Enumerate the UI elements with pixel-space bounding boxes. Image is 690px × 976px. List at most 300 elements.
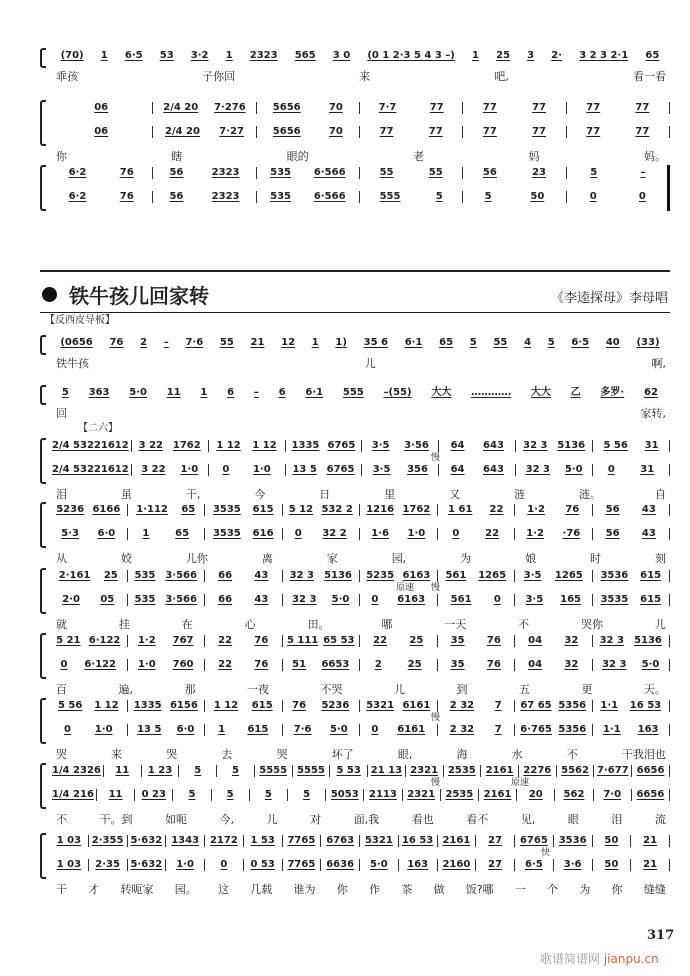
note-group: 5·0	[370, 859, 388, 870]
measure	[286, 440, 363, 452]
note-group: 615	[251, 700, 273, 711]
note-group: 56	[605, 504, 620, 515]
note-group: 32 3	[289, 570, 314, 581]
measure	[250, 789, 288, 801]
lyric: 个	[547, 883, 559, 896]
note-group: 23	[532, 167, 546, 178]
note-group: 1612	[100, 464, 129, 475]
note-group: 3·5	[523, 570, 542, 581]
staff-top	[50, 504, 670, 516]
measure	[439, 464, 516, 476]
measure	[441, 789, 479, 801]
measure	[321, 859, 360, 871]
measure	[593, 464, 670, 476]
note-group: 7·6	[293, 724, 312, 735]
note-group: 555	[379, 191, 401, 202]
measure	[439, 440, 516, 452]
note-group: 1	[311, 337, 319, 348]
measure	[50, 659, 128, 671]
note-group: 22	[485, 528, 500, 539]
staff-bottom	[50, 528, 670, 540]
note-group: 6763	[326, 835, 355, 846]
measure	[283, 528, 361, 540]
measure	[463, 191, 566, 203]
note-group: 5	[231, 765, 239, 776]
note-group: 363	[88, 387, 110, 398]
note-group: 25	[496, 50, 511, 61]
measure	[360, 167, 463, 179]
lyric: 眼的	[286, 150, 309, 163]
measure	[50, 635, 128, 647]
measure	[153, 126, 256, 138]
measure	[179, 765, 217, 777]
measure	[463, 167, 566, 179]
note-group: 1 12	[94, 700, 119, 711]
note-group: 1·6	[371, 528, 389, 539]
note-group: 615	[640, 594, 662, 605]
measure	[631, 859, 670, 871]
note-group: 56	[605, 528, 620, 539]
note-group: 5236	[321, 700, 350, 711]
note-group: 5·632	[130, 835, 163, 846]
measure	[360, 635, 438, 647]
note-group: (0656	[60, 337, 93, 348]
measure	[360, 126, 463, 138]
lyric: 挂	[118, 618, 130, 631]
measure	[360, 504, 438, 516]
measure	[288, 789, 326, 801]
note-group: 6·122	[88, 635, 121, 646]
note-group: 5·0	[330, 724, 348, 735]
lyric: 吧,	[494, 70, 509, 83]
measure	[166, 859, 205, 871]
note-group: 大大	[530, 387, 551, 398]
note-group: 163	[407, 859, 429, 870]
note-group: 1·0	[407, 528, 426, 539]
note-group: 25	[103, 570, 118, 581]
note-group: 2161	[483, 789, 512, 800]
lyric: 自	[654, 488, 666, 501]
staff-top	[50, 337, 670, 349]
note-group: 04	[528, 635, 543, 646]
measure	[517, 789, 555, 801]
measure	[283, 859, 322, 871]
note-group: 22	[218, 659, 233, 670]
lyric: 坏了	[331, 748, 354, 761]
measure	[128, 504, 206, 516]
note-group: (33)	[636, 337, 660, 348]
note-group: 12	[281, 337, 296, 348]
note-group: 5356	[558, 700, 587, 711]
lyric: 饭?哪	[465, 883, 494, 896]
note-group: 76	[486, 635, 501, 646]
lyric: 干我泪也	[621, 748, 666, 761]
note-group: –(55)	[383, 387, 412, 398]
note-group: 562	[563, 789, 585, 800]
note-group: 6·566	[313, 167, 346, 178]
note-group: 77	[586, 102, 601, 113]
note-group: 5321	[366, 700, 395, 711]
note-group: 1343	[171, 835, 200, 846]
note-group: 43	[641, 504, 656, 515]
measure	[153, 167, 256, 179]
note-group: 3536	[558, 835, 587, 846]
note-group: 77	[532, 126, 546, 137]
note-group: 163	[637, 724, 659, 735]
note-group: 56	[169, 191, 184, 202]
note-group: 64	[450, 464, 465, 475]
lyric: 就	[56, 618, 67, 631]
note-group: 32 2	[322, 528, 347, 539]
lyric: 不	[56, 813, 67, 826]
measure	[593, 859, 632, 871]
note-group: 25	[409, 635, 424, 646]
song-source: 《李逵探母》李母唱	[550, 291, 668, 306]
lyric: 不哭	[320, 683, 343, 696]
note-group: 5656	[272, 102, 301, 113]
note-group: 643	[483, 464, 504, 475]
note-group: …………	[471, 387, 512, 398]
measure	[205, 700, 283, 712]
lyric: 五	[519, 683, 530, 696]
lyric: 来	[111, 748, 123, 761]
note-group: 7	[494, 700, 502, 711]
measure	[104, 765, 142, 777]
tempo-mark: 慢	[431, 583, 441, 593]
note-group: 22	[489, 504, 504, 515]
note-group: 大大	[431, 387, 452, 398]
note-group: 5	[194, 765, 202, 776]
measure	[632, 789, 670, 801]
measure	[50, 765, 104, 777]
tempo-mark: 慢	[431, 778, 441, 788]
lyric: 更	[581, 683, 593, 696]
note-group: 50	[604, 859, 619, 870]
score-system	[40, 48, 670, 92]
lyric: 眼	[567, 813, 579, 826]
note-group: 5 12	[288, 504, 314, 515]
lyric: 一夜	[247, 683, 269, 696]
measure	[50, 464, 132, 476]
measure	[438, 835, 477, 847]
measure	[463, 126, 566, 138]
note-group: 5	[264, 789, 272, 800]
lyrics-line	[56, 150, 666, 163]
note-group: 5	[435, 191, 443, 202]
measure	[153, 102, 256, 114]
lyric: 对	[310, 813, 322, 826]
note-group: 6636	[326, 859, 355, 870]
note-group: 2·0	[62, 594, 80, 605]
note-group: 356	[407, 464, 428, 475]
note-group: 0	[452, 528, 460, 539]
note-group: 6	[278, 387, 286, 398]
system-bracket	[40, 763, 46, 809]
note-group: 27	[488, 859, 503, 870]
measure	[476, 859, 515, 871]
note-group: 6·2	[68, 191, 87, 202]
lyric: 百	[56, 683, 67, 696]
measure	[403, 789, 441, 801]
lyric: 儿	[654, 618, 666, 631]
lyric: 一天	[444, 618, 467, 631]
note-group: 1762	[172, 440, 201, 451]
measure	[594, 789, 632, 801]
note-group: 6653	[321, 659, 350, 670]
measure	[364, 789, 402, 801]
note-group: 5·3	[61, 528, 79, 539]
measure	[205, 635, 283, 647]
note-group: 2 32	[449, 700, 475, 711]
note-group: 2·35	[95, 859, 120, 870]
note-group: 535	[134, 594, 156, 605]
note-group: 76	[109, 337, 124, 348]
note-group: 6·5	[525, 859, 543, 870]
note-group: 21 13	[370, 765, 403, 776]
measure	[50, 700, 128, 712]
system-bracket	[40, 335, 46, 355]
section-divider-top	[40, 270, 670, 272]
measure	[516, 440, 593, 452]
lyric: 从	[56, 552, 67, 565]
note-group: 643	[483, 440, 504, 451]
lyric: 才	[88, 883, 100, 896]
note-group: 25	[407, 659, 422, 670]
measure	[283, 700, 361, 712]
note-group: 3·5	[372, 464, 391, 475]
measure	[205, 835, 244, 847]
note-group: 64	[450, 440, 465, 451]
measure	[438, 724, 516, 736]
note-group: 1 03	[56, 835, 82, 846]
note-group: 1·112	[136, 504, 168, 515]
note-group: 76	[119, 191, 134, 202]
measure	[50, 835, 89, 847]
note-group: 3 22	[141, 464, 166, 475]
note-group: 6·765	[520, 724, 552, 735]
score-system	[40, 763, 670, 837]
lyric: 娘	[525, 552, 537, 565]
measure	[128, 528, 206, 540]
note-group: 5	[61, 387, 69, 398]
measure	[128, 859, 167, 871]
note-group: 0	[220, 859, 228, 870]
note-group: 5236	[56, 504, 85, 515]
measure	[463, 102, 566, 114]
note-group: 76	[565, 504, 580, 515]
measure	[283, 570, 361, 582]
note-group: 77	[635, 126, 650, 137]
note-group: 3535	[212, 528, 241, 539]
lyric: 你	[336, 883, 348, 896]
note-group: 1	[472, 50, 479, 61]
lyric: 里	[384, 488, 396, 501]
note-group: 5136	[324, 570, 352, 581]
note-group: 6163	[402, 570, 431, 581]
note-group: 1 23	[147, 765, 173, 776]
note-group: 65	[645, 50, 660, 61]
note-group: 0	[638, 191, 646, 202]
score-system	[40, 100, 670, 174]
system-bracket	[40, 633, 46, 679]
measure	[515, 859, 554, 871]
note-group: 5 21	[56, 635, 81, 646]
lyric: 茶	[401, 883, 413, 896]
note-group: 0	[589, 191, 597, 202]
note-group: 6·1	[404, 337, 423, 348]
note-group: 77	[428, 126, 443, 137]
note-group: (70)	[60, 50, 84, 61]
measure	[438, 570, 516, 582]
lyric: 泪	[611, 813, 623, 826]
note-group: 165	[560, 594, 582, 605]
measure	[50, 789, 97, 801]
lyric: 姣	[120, 552, 132, 565]
lyric: 又	[449, 488, 461, 501]
note-group: 3·2	[190, 50, 209, 61]
lyric: 瞎	[171, 150, 183, 163]
note-group: 22	[218, 635, 233, 646]
note-group: 2323	[249, 50, 278, 61]
note-group: 35	[450, 635, 465, 646]
note-group: 2·355	[91, 835, 124, 846]
staff-top	[50, 700, 670, 712]
note-group: 5136	[634, 635, 662, 646]
measure	[515, 700, 593, 712]
measure	[50, 440, 132, 452]
note-group: 6765	[519, 835, 548, 846]
measure	[283, 594, 361, 606]
measure	[50, 504, 128, 516]
system-bracket	[40, 568, 46, 614]
tempo-mark: 慢	[431, 713, 441, 723]
note-group: 535	[134, 570, 156, 581]
note-group: 4	[524, 337, 532, 348]
measure	[205, 528, 283, 540]
lyric: 铁牛孩	[56, 357, 89, 370]
lyric: 哪	[381, 618, 393, 631]
lyric: 缝缝	[643, 883, 666, 896]
note-group: 43	[254, 570, 269, 581]
note-group: 1·1	[602, 724, 621, 735]
measure	[593, 570, 671, 582]
note-group: 2/4 20	[163, 102, 199, 113]
measure	[360, 102, 463, 114]
note-group: 1 61	[448, 504, 473, 515]
note-group: 43	[254, 594, 269, 605]
note-group: 1 12	[216, 440, 241, 451]
note-group: 1335	[291, 440, 320, 451]
note-group: 0	[294, 528, 302, 539]
note-group: 3	[527, 50, 535, 61]
lyrics-line	[56, 407, 666, 420]
staff-bottom	[50, 126, 670, 138]
measure	[368, 765, 406, 777]
note-group: 2·	[551, 50, 563, 61]
note-group: 5	[303, 789, 311, 800]
note-group: 5	[469, 337, 477, 348]
measure	[444, 765, 482, 777]
measure	[128, 700, 206, 712]
measure	[153, 191, 256, 203]
lyric: 哭	[166, 748, 178, 761]
lyric: 看一看	[633, 70, 666, 83]
lyric: 日	[319, 488, 331, 501]
note-group: 6656	[636, 789, 665, 800]
lyric: 谁为	[293, 883, 316, 896]
measure	[567, 126, 670, 138]
lyric: 转呃家	[120, 883, 154, 896]
note-group: ·76	[562, 528, 581, 539]
bullet-icon	[42, 287, 57, 302]
note-group: 1 12	[252, 440, 277, 451]
note-group: 5321	[364, 835, 393, 846]
measure	[283, 659, 361, 671]
note-group: 13 5	[292, 464, 317, 475]
note-group: 70	[328, 102, 343, 113]
note-group: 67 65	[520, 700, 552, 711]
note-group: 0	[607, 464, 615, 475]
lyric: 为	[579, 883, 591, 896]
note-group: 5555	[297, 765, 325, 776]
staff-top	[50, 167, 670, 179]
watermark-cn: 歌谱简谱网	[540, 952, 601, 966]
note-group: 5555	[259, 765, 288, 776]
lyric: 干,	[185, 488, 201, 501]
lyric: 儿	[266, 813, 278, 826]
note-group: 76	[486, 659, 501, 670]
score-system	[40, 698, 670, 772]
note-group: 65	[181, 504, 196, 515]
note-group: 2160	[442, 859, 471, 870]
note-group: 70	[328, 126, 343, 137]
note-group: 55	[428, 167, 443, 178]
lyric: 如呃	[165, 813, 188, 826]
note-group: 7·276	[214, 102, 246, 113]
lyric: 为	[460, 552, 472, 565]
measure	[173, 789, 211, 801]
lyric: 来	[359, 70, 371, 83]
measure	[554, 835, 593, 847]
measure	[166, 835, 205, 847]
measure	[321, 835, 360, 847]
measure	[50, 337, 670, 349]
note-group: 1 12	[213, 700, 239, 711]
note-group: 2321	[407, 789, 436, 800]
note-group: 11	[108, 789, 123, 800]
note-group: 1612	[100, 440, 129, 451]
lyric: 田。	[307, 618, 330, 631]
note-group: 1335	[133, 700, 162, 711]
note-group: 1)	[335, 337, 347, 348]
lyric: 这	[218, 883, 229, 896]
measure	[438, 594, 516, 606]
lyric: 面,我	[353, 813, 380, 826]
note-group: 3·566	[165, 594, 197, 605]
measure	[205, 724, 283, 736]
lyric: 园。	[174, 883, 197, 896]
measure	[557, 765, 595, 777]
measure	[360, 700, 438, 712]
staff-bottom	[50, 659, 670, 671]
score-system	[40, 833, 670, 907]
note-group: 1265	[478, 570, 507, 581]
measure	[567, 167, 670, 179]
note-group: 7·6	[185, 337, 204, 348]
note-group: 1	[218, 724, 226, 735]
measure	[128, 635, 206, 647]
measure	[554, 859, 593, 871]
